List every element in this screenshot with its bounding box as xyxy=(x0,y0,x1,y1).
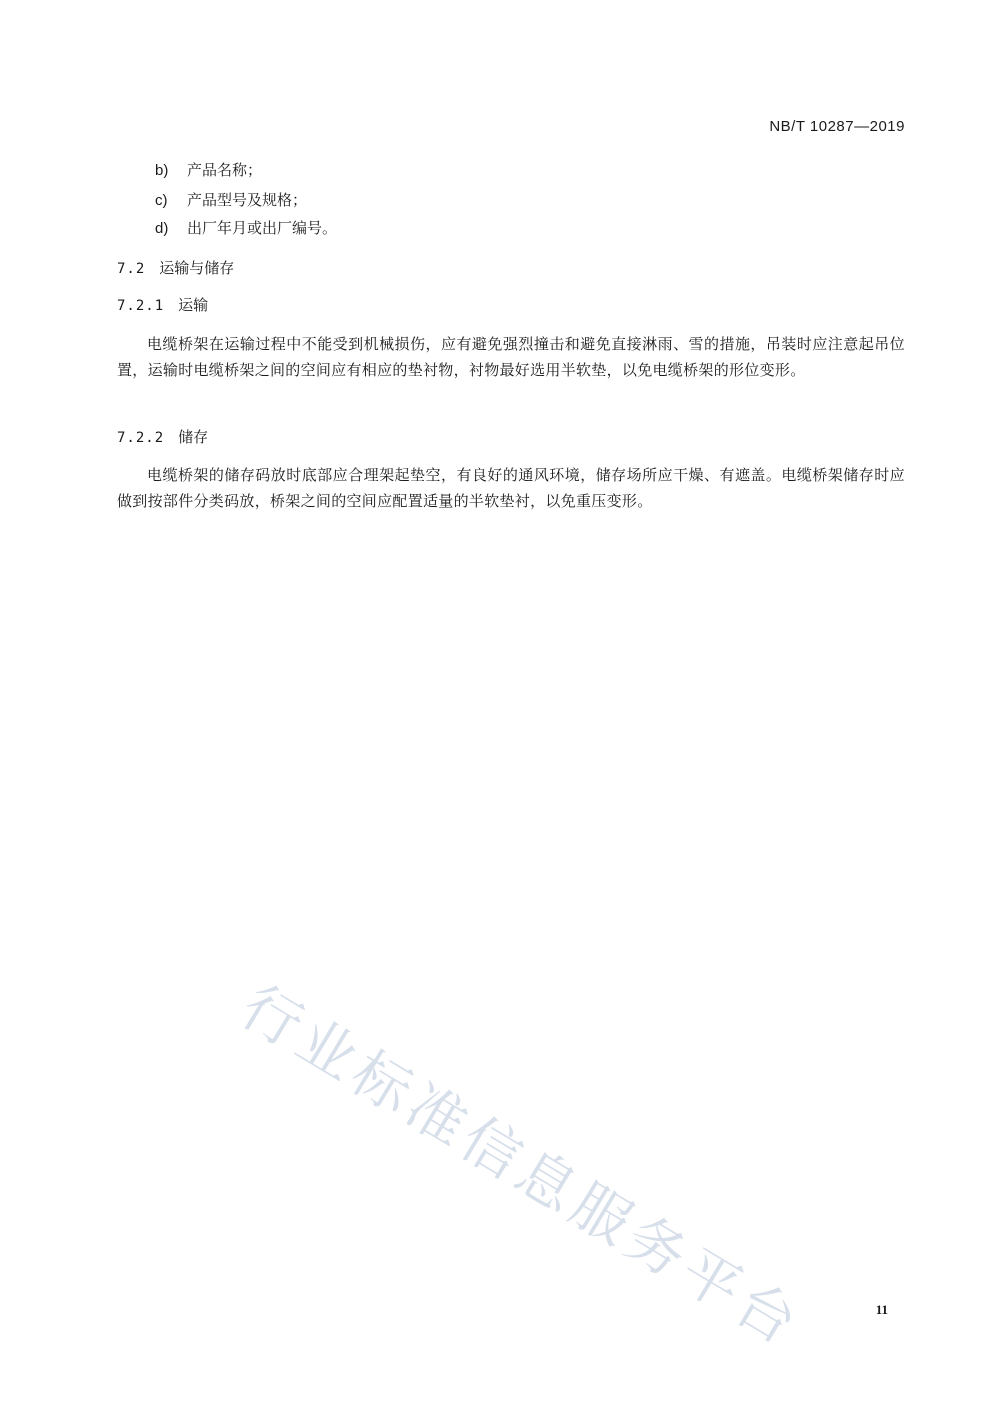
list-marker: c) xyxy=(155,192,168,209)
list-item-text: 产品型号及规格； xyxy=(187,191,308,209)
storage-paragraph: 电缆桥架的储存码放时底部应合理架起垫空，有良好的通风环境，储存场所应干燥、有遮盖。电缆桥架储存时应做到按部件分类码放，桥架之间的空间应配置适量的半软垫衬，以免重压变形。 xyxy=(117,466,905,510)
section-heading-7-2 xyxy=(117,258,234,279)
section-heading-7-2-1 xyxy=(117,295,208,316)
list-item xyxy=(155,190,307,211)
section-number: 7.2 xyxy=(117,261,146,277)
section-title: 运输 xyxy=(178,296,209,314)
section-title: 运输与储存 xyxy=(159,259,235,277)
section-heading-7-2-2 xyxy=(117,427,208,448)
watermark: 行业标准信息服务平台 xyxy=(229,972,814,1361)
list-item-text: 产品名称； xyxy=(187,161,263,179)
list-marker: d) xyxy=(155,220,169,237)
section-number: 7.2.2 xyxy=(117,430,165,446)
standard-number: NB/T 10287—2019 xyxy=(769,118,905,135)
section-title: 储存 xyxy=(178,428,209,446)
list-marker: b) xyxy=(155,162,169,179)
list-item xyxy=(155,160,262,181)
list-item-text: 出厂年月或出厂编号。 xyxy=(187,219,338,237)
transport-paragraph: 电缆桥架在运输过程中不能受到机械损伤，应有避免强烈撞击和避免直接淋雨、雪的措施，吊装时应注意起吊位置，运输时电缆桥架之间的空间应有相应的垫衬物，衬物最好选用半软垫，以免电缆桥架的形位变形。 xyxy=(117,335,905,379)
section-number: 7.2.1 xyxy=(117,298,165,314)
list-item xyxy=(155,218,337,239)
page-number: 11 xyxy=(875,1302,888,1317)
